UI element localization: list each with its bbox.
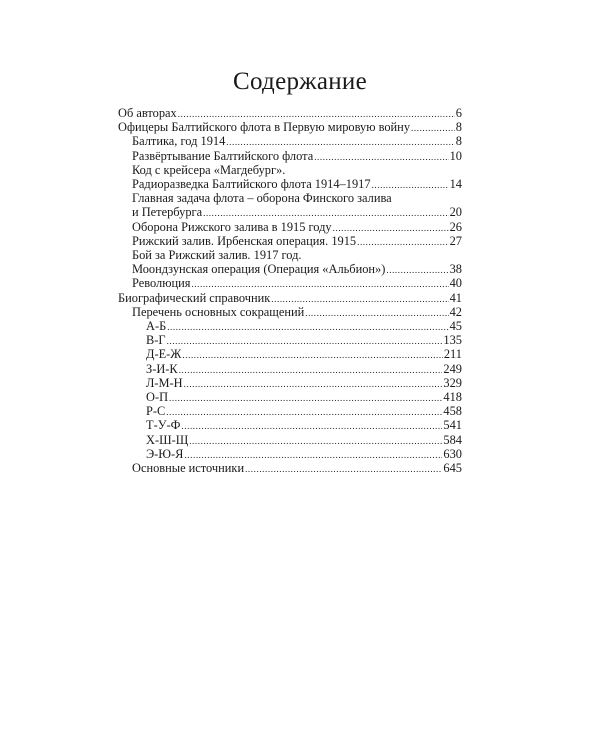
toc-entry-title: В-Г <box>146 333 166 348</box>
toc-entry-title: Об авторах <box>118 106 177 120</box>
dot-leader <box>182 347 442 362</box>
dot-leader <box>245 461 442 476</box>
dot-leader <box>169 390 442 405</box>
toc-entry-title: А-Б <box>146 319 167 333</box>
dot-leader <box>179 362 443 377</box>
toc-entry-page: 630 <box>443 446 462 461</box>
dot-leader <box>372 177 449 192</box>
toc-entry-page: 6 <box>455 106 462 120</box>
toc-entry <box>132 461 462 475</box>
toc-entry <box>132 262 462 276</box>
toc-entry <box>146 333 462 347</box>
dot-leader <box>411 120 455 135</box>
toc-entry <box>132 149 462 163</box>
dot-leader <box>357 234 449 249</box>
dot-leader <box>226 134 455 149</box>
toc-entry-title: З-И-К <box>146 361 178 376</box>
toc-entry-title: Революция <box>132 276 191 291</box>
toc-entry-title: Д-Е-Ж <box>146 347 182 362</box>
dot-leader <box>305 305 448 320</box>
toc-entry-title: Р-С <box>146 404 166 419</box>
dot-leader <box>181 418 442 433</box>
toc-entry-title: Офицеры Балтийского флота в Первую мировую войну <box>118 120 411 135</box>
toc-entry-title: Развёртывание Балтийского флота <box>132 148 314 163</box>
toc-entry-page: 249 <box>443 361 462 376</box>
toc-entry-page: 8 <box>455 120 462 135</box>
dot-leader <box>271 291 448 306</box>
toc-entry-title: Основные источники <box>132 461 245 475</box>
dot-leader <box>203 205 449 220</box>
toc-entry <box>146 404 462 418</box>
toc-entry-title: О-П <box>146 390 169 404</box>
toc-entry-page: 10 <box>449 148 462 163</box>
toc-entry-title: Т-У-Ф <box>146 418 181 433</box>
toc-entry-title: Оборона Рижского залива в 1915 году <box>132 219 332 234</box>
toc-entry-page: 14 <box>449 177 462 191</box>
toc-entry <box>146 418 462 432</box>
toc-entry-page: 541 <box>443 418 462 433</box>
toc-entry-page: 458 <box>443 404 462 419</box>
toc-entry <box>146 376 462 390</box>
toc-entry-title: Код с крейсера «Магдебург». <box>132 162 286 177</box>
dot-leader <box>184 376 443 391</box>
dot-leader <box>386 262 448 277</box>
toc-entry <box>132 305 462 319</box>
toc-entry-page: 8 <box>455 134 462 149</box>
toc-entry <box>146 390 462 404</box>
toc-entry-page: 418 <box>443 390 462 404</box>
dot-leader <box>167 319 448 334</box>
toc-entry-title: Рижский залив. Ирбенская операция. 1915 <box>132 233 357 248</box>
toc-entry-title: Перечень основных сокращений <box>132 304 305 319</box>
toc-entry <box>132 234 462 248</box>
toc-entry <box>132 191 462 205</box>
toc-entry-page: 645 <box>443 461 462 475</box>
toc-entry <box>146 447 462 461</box>
toc-entry-page: 20 <box>449 205 462 220</box>
toc-entry-page: 42 <box>449 304 462 319</box>
toc-entry-page: 584 <box>443 432 462 447</box>
toc-entry-page: 40 <box>449 276 462 291</box>
toc-entry <box>118 291 462 305</box>
dot-leader <box>178 106 455 121</box>
dot-leader <box>191 276 448 291</box>
toc-entry <box>146 319 462 333</box>
toc-entry <box>118 106 462 120</box>
toc-entry-title: и Петербурга <box>132 205 203 220</box>
toc-entry <box>146 362 462 376</box>
toc-entry-page: 45 <box>449 319 462 333</box>
toc-entry <box>132 134 462 148</box>
toc-entry <box>132 276 462 290</box>
toc-entry-page: 41 <box>449 290 462 305</box>
toc-entry-title: Х-Ш-Щ <box>146 432 189 447</box>
toc-entry <box>132 248 462 262</box>
toc-entry-title: Моондзунская операция (Операция «Альбион») <box>132 262 386 277</box>
toc-entry-page: 26 <box>449 219 462 234</box>
toc-entry-title: Радиоразведка Балтийского флота 1914–1917 <box>132 177 371 191</box>
toc-entry-title: Бой за Рижский залив. 1917 год. <box>132 248 302 262</box>
dot-leader <box>184 447 442 462</box>
toc-entry <box>118 120 462 134</box>
toc-entry <box>132 163 462 177</box>
page-title: Содержание <box>233 68 367 95</box>
dot-leader <box>333 220 449 235</box>
toc-entry <box>132 205 462 219</box>
toc-entry-page: 38 <box>449 262 462 277</box>
toc-entry <box>132 220 462 234</box>
toc-entry <box>146 347 462 361</box>
dot-leader <box>314 149 448 164</box>
toc-entry-title: Л-М-Н <box>146 375 183 390</box>
toc-entry <box>146 433 462 447</box>
toc-entry-title: Балтика, год 1914 <box>132 134 226 149</box>
toc-entry-page: 27 <box>449 233 462 248</box>
toc-entry-page: 329 <box>443 375 462 390</box>
toc-entry-title: Главная задача флота – оборона Финского залива <box>132 191 392 206</box>
toc-entry-title: Биографический справочник <box>118 290 271 305</box>
dot-leader <box>166 404 442 419</box>
dot-leader <box>167 333 443 348</box>
toc-entry-title: Э-Ю-Я <box>146 446 184 461</box>
toc-entry-page: 211 <box>443 347 462 362</box>
dot-leader <box>189 433 442 448</box>
toc-entry-page: 135 <box>443 333 462 348</box>
toc-entry <box>132 177 462 191</box>
